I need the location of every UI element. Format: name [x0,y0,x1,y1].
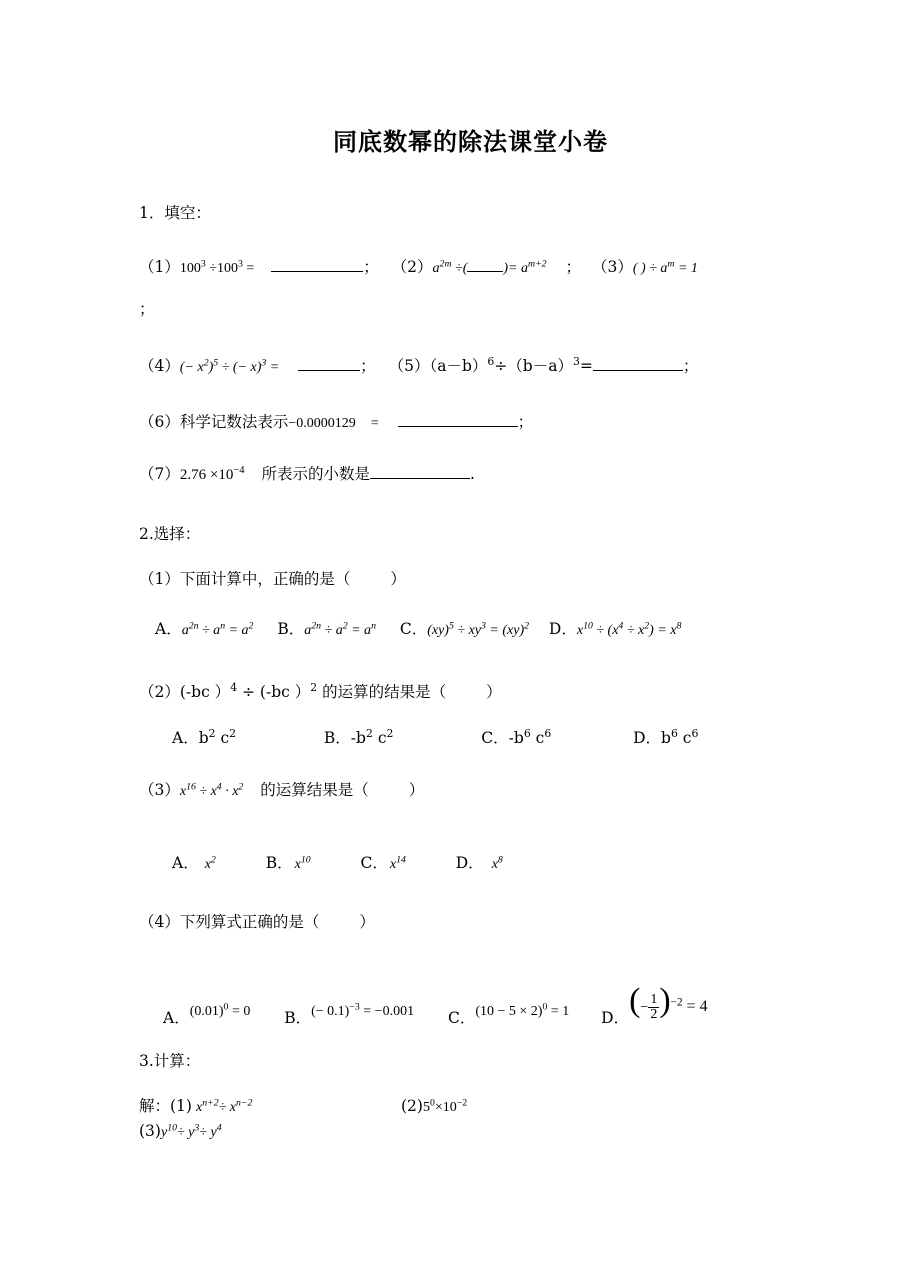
q1-5-answer-blank[interactable] [593,358,683,371]
q2-3-stem: $(3)x^{16} \div x^4 \cdot x^2$ 的运算结果是（ ） [139,781,425,799]
q2-4-option-c[interactable]: C．$(10 - 5 \times 2)^0 = 1$ [447,1001,570,1027]
q1-3-label: （3） [591,258,633,276]
q1-2-semicolon: ； [565,258,582,276]
q1-6-answer-blank[interactable] [398,414,518,427]
q1-7-period: . [469,465,475,483]
q2-1-options [155,622,681,638]
q2-2-options [172,726,699,747]
q2-3-option-c[interactable]: C． $x^{14}$ [360,854,406,872]
q1-6-row [139,414,533,431]
q3-3-expr: $y^{10}\div y^3\div y^4$ [160,1122,222,1140]
q2-1-option-b[interactable]: B．$a^{2n} \div a^2 = a^n$ [277,620,376,638]
q1-7-text: 所表示的小数是 [261,465,370,483]
q1-1-label: （1） [139,258,180,276]
q1-4-expr: (− $x^2)^5$ ÷ (− x)$^3$ = [179,357,280,375]
q2-1-option-d[interactable]: D．$x^{10} \div (x^4 \div x^2) = x^8$ [548,620,682,638]
q3-2-expr: $5^0\times 10^{-2}$ [422,1097,468,1115]
q3-3-row: $(3)y^{10}\div y^3\div y^4$ [139,1122,222,1140]
q2-2-option-b[interactable]: B．$-b^2$ $c^2$ [323,726,394,747]
q2-4-stem: （4）下列算式正确的是（ ） [139,913,375,931]
q1-2-expr: $a^{2m}$ ÷( )= $a^{m+2}$ [432,258,547,276]
q1-7-answer-blank[interactable] [370,466,470,479]
q1-6-label: （6）科学记数法表示 [139,413,289,431]
q2-3-option-d[interactable]: D． $x^8$ [455,854,503,872]
q2-1-stem: （1）下面计算中，正确的是（ ） [139,570,406,588]
q1-2-label: （2） [391,258,433,276]
section3-heading: 3.计算： [139,1052,201,1070]
q2-4-options [163,982,708,1034]
q1-1-semicolon: ； [363,258,379,276]
q2-3-options [172,856,503,872]
q2-2-stem: （2）(-bc ）$^4$ ÷ (-bc ）$^2$ 的运算的结果是（ ） [139,680,502,701]
q1-1-row [139,259,698,276]
q1-7-label: （7） [139,465,180,483]
q1-5-semicolon: ； [682,357,699,375]
q2-2-option-d[interactable]: D．$b^6$ $c^6$ [633,726,699,747]
q1-4-label: （4） [139,357,180,375]
q1-1-expr: $100^3 \div 100^3$ = [179,258,255,276]
q1-7-row [139,466,475,483]
q1-3-expr: ( ) ÷ $a^m = 1$ [632,258,698,276]
page-title: 同底数幂的除法课堂小卷 [333,127,608,156]
q1-6-value: −0.0000129 [288,416,356,431]
q2-4-option-a[interactable]: A．$(0.01)^0 = 0$ [163,1001,251,1027]
q1-7-expr: $2.76 \times 10^{-4}$ [179,465,245,483]
q1-5-expr: $(a-b)^6\div(b-a)^3=$ [429,354,593,375]
q1-6-semicolon: ； [517,413,534,431]
q3-2-row: $(2)5^0\times 10^{-2}$ [401,1097,468,1115]
q2-3-option-a[interactable]: A． $x^2$ [172,854,216,872]
q1-1-answer-blank[interactable] [271,259,363,272]
q2-2-option-c[interactable]: C．$-b^6$ $c^6$ [481,726,552,747]
section1-heading: 1．填空： [139,204,211,222]
orphan-semicolon: ； [139,300,155,318]
q3-1-expr: $x^{n+2}\div x^{n-2}$ [195,1097,253,1115]
q1-4-row [139,354,699,375]
q2-3-option-b[interactable]: B． $x^{10}$ [265,854,311,872]
section2-heading: 2.选择： [139,525,201,543]
q3-1-row: 解：(1) $x^{n+2}\div x^{n-2}$ [139,1097,253,1115]
q2-1-option-a[interactable]: A．$a^{2n} \div a^n = a^2$ [155,620,254,638]
q2-4-option-d[interactable]: D．(− $\frac{1}{2}$ )$^{-2}$ = 4 [601,982,708,1027]
q1-4-semicolon: ； [360,357,376,375]
q2-3-expr: $x^{16} \div x^4 \cdot x^2$ [179,781,244,799]
q2-1-option-c[interactable]: C．$(xy)^5 \div xy^3 = (xy)^2$ [399,620,530,638]
q1-2-answer-blank[interactable] [467,259,503,272]
q1-5-label: （5） [388,357,430,375]
q2-2-option-a[interactable]: A．$b^2$ $c^2$ [172,726,237,747]
q2-4-option-b[interactable]: B．(− 0.1)$^{-3}$ = −0.001 [284,1001,415,1027]
q1-6-equals: = [370,416,379,431]
q1-4-answer-blank[interactable] [298,358,360,371]
